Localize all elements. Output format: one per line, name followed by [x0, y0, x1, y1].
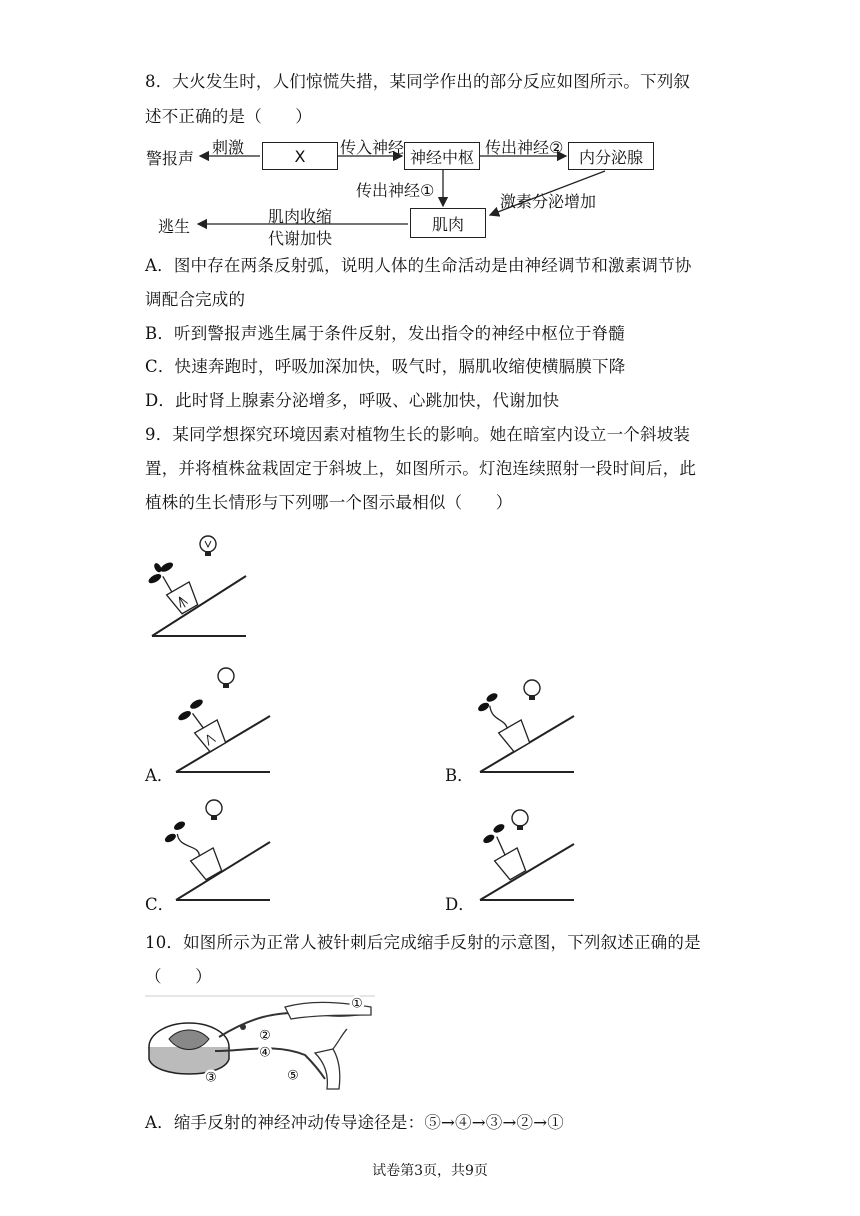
q10-stem-line1: 10．如图所示为正常人被针刺后完成缩手反射的示意图，下列叙述正确的是: [145, 933, 701, 952]
q10-label-1: ①: [351, 996, 363, 1012]
q9-stem-line1: 9．某同学想探究环境因素对植物生长的影响。她在暗室内设立一个斜坡装: [145, 425, 691, 444]
hormone-increase-label: 激素分泌增加: [500, 192, 597, 211]
q9-option-c-label: C．: [145, 895, 175, 914]
efferent-nerve-1-label: 传出神经①: [356, 181, 435, 200]
metabolism-label: 代谢加快: [268, 229, 333, 248]
q9-option-b-figure: [472, 660, 602, 780]
x-box: X: [262, 142, 338, 170]
q9-stem-line2: 置，并将植株盆栽固定于斜坡上，如图所示。灯泡连续照射一段时间后，此: [145, 459, 697, 478]
q9-option-c-figure: [172, 790, 302, 910]
q10-option-a: A．缩手反射的神经冲动传导途径是：⑤→④→③→②→①: [145, 1113, 564, 1132]
q9-option-d-label: D．: [445, 895, 475, 914]
q8-option-a-line1: A．图中存在两条反射弧，说明人体的生命活动是由神经调节和激素调节协: [145, 256, 692, 275]
q8-option-c: C．快速奔跑时，呼吸加深加快，吸气时，膈肌收缩使横膈膜下降: [145, 357, 626, 376]
q9-option-a-label: A．: [145, 766, 174, 785]
q9-option-d-figure: [472, 790, 602, 910]
q9-main-figure: [148, 524, 278, 644]
q10-reflex-diagram: [145, 993, 385, 1097]
alarm-label: 警报声: [146, 149, 195, 168]
q8-option-a-line2: 调配合完成的: [145, 290, 246, 309]
efferent-nerve-2-label: 传出神经②: [485, 138, 564, 157]
q8-option-d: D．此时肾上腺素分泌增多，呼吸、心跳加快，代谢加快: [145, 391, 560, 410]
q8-stem-line1: 8．大火发生时，人们惊慌失措，某同学作出的部分反应如图所示。下列叙: [145, 72, 691, 91]
afferent-nerve-label: 传入神经: [340, 138, 405, 157]
q9-stem-line3: 植株的生长情形与下列哪一个图示最相似（ ）: [145, 493, 513, 512]
q10-label-3: ③: [205, 1070, 217, 1086]
q10-label-4: ④: [259, 1045, 271, 1061]
q10-stem-line2: （ ）: [145, 967, 212, 986]
muscle-box: 肌肉: [410, 208, 486, 238]
stimulus-label: 刺激: [212, 138, 245, 157]
q10-label-2: ②: [259, 1028, 271, 1044]
endocrine-gland-box: 内分泌腺: [568, 142, 654, 170]
muscle-contract-label: 肌肉收缩: [268, 207, 333, 226]
q9-option-b-label: B．: [445, 766, 474, 785]
q10-label-5: ⑤: [287, 1068, 299, 1084]
q8-option-b: B．听到警报声逃生属于条件反射，发出指令的神经中枢位于脊髓: [145, 324, 625, 343]
escape-label: 逃生: [158, 217, 191, 236]
nerve-center-box: 神经中枢: [404, 142, 480, 170]
q8-stem-line2: 述不正确的是（ ）: [145, 107, 312, 126]
page-footer: 试卷第3页，共9页: [372, 1163, 488, 1179]
q9-option-a-figure: [172, 660, 302, 780]
